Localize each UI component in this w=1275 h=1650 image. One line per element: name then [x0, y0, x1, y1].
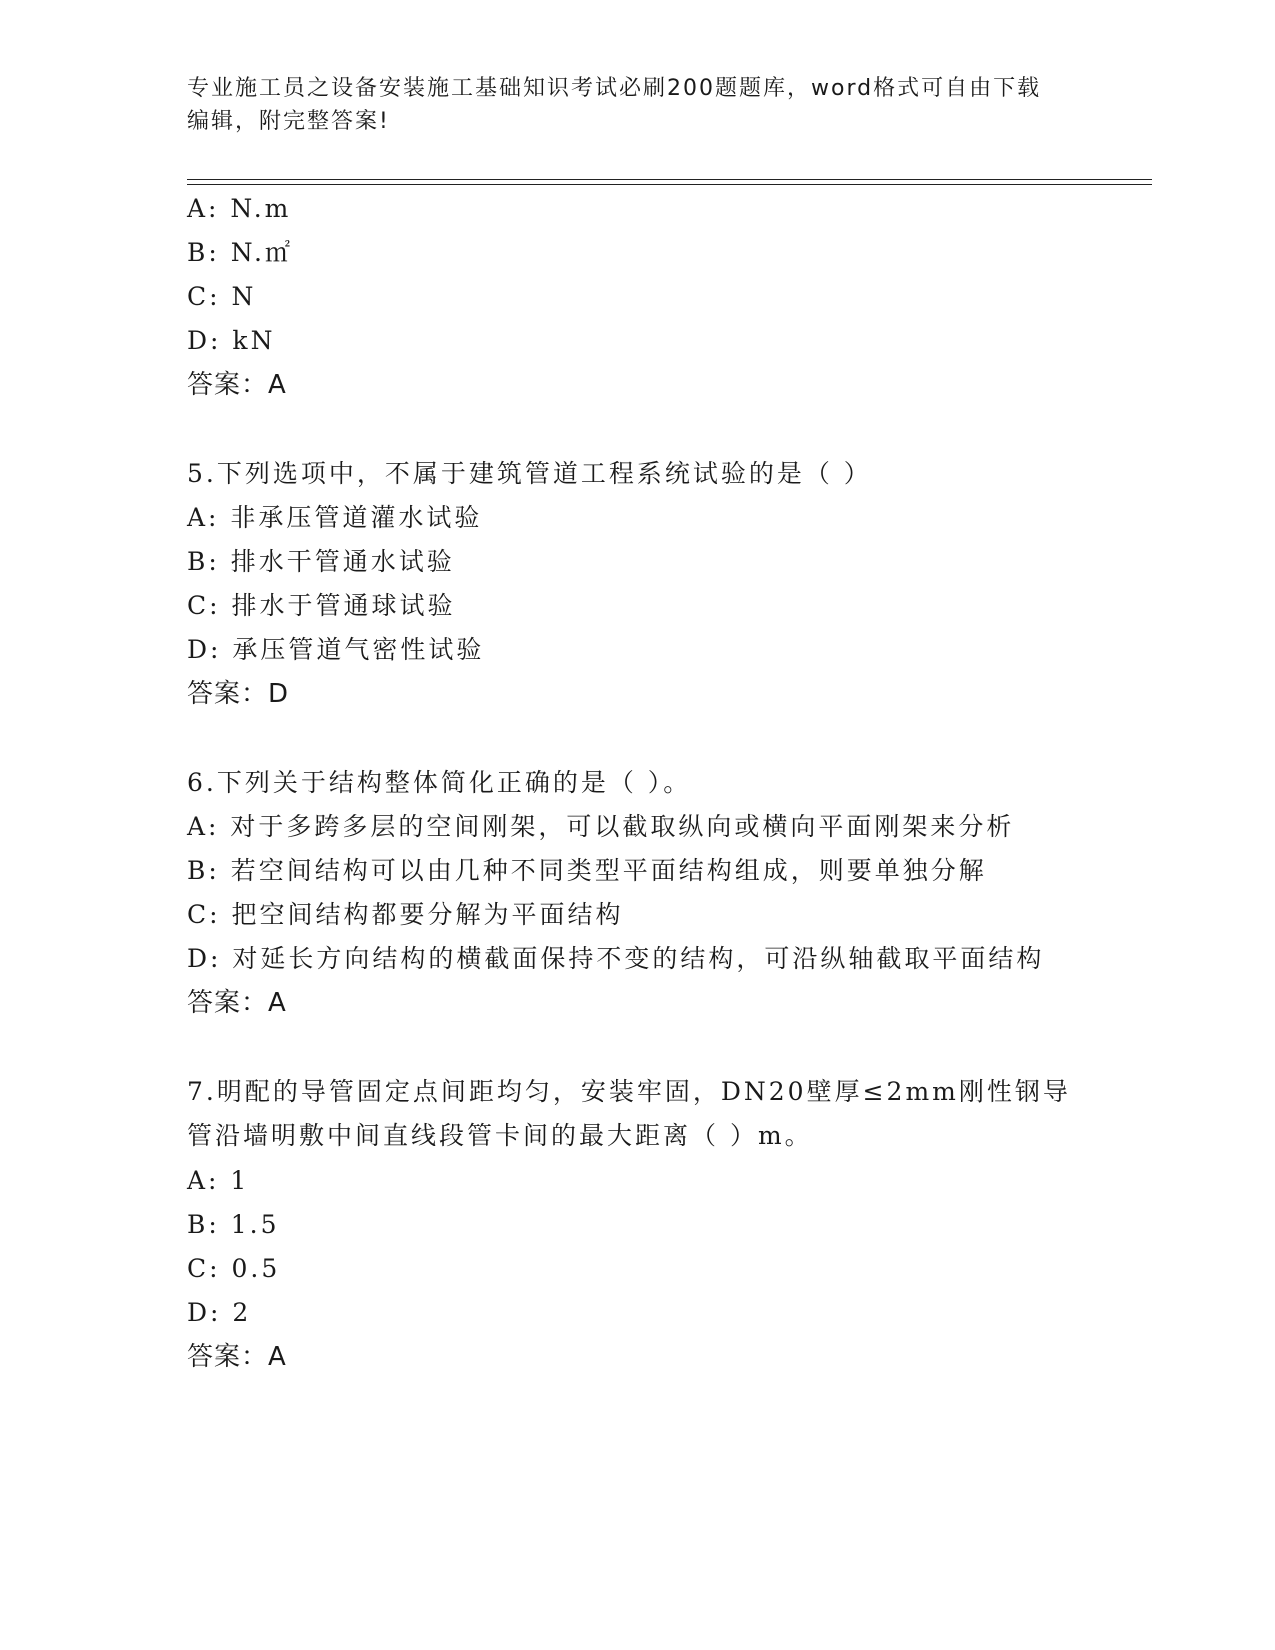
q4-option-b: B: N.㎡: [187, 238, 293, 267]
q5-stem: 5.下列选项中，不属于建筑管道工程系统试验的是（ ）: [187, 459, 872, 488]
q7-option-d: D: 2: [187, 1298, 252, 1327]
q4-answer: 答案：A: [187, 370, 287, 400]
q5-answer: 答案：D: [187, 679, 290, 709]
q7-option-a: A: 1: [187, 1166, 250, 1195]
q7-stem-line-2: 管沿墙明敷中间直线段管卡间的最大距离（ ）m。: [187, 1121, 813, 1150]
q5-option-d: D: 承压管道气密性试验: [187, 635, 485, 664]
q5-option-c: C: 排水于管通球试验: [187, 591, 456, 620]
q4-option-c: C: N: [187, 282, 257, 311]
q6-option-d: D: 对延长方向结构的横截面保持不变的结构，可沿纵轴截取平面结构: [187, 944, 1045, 973]
q6-option-a: A: 对于多跨多层的空间刚架，可以截取纵向或横向平面刚架来分析: [187, 812, 1015, 841]
q7-answer: 答案：A: [187, 1342, 287, 1372]
q6-option-b: B: 若空间结构可以由几种不同类型平面结构组成，则要单独分解: [187, 856, 987, 885]
q7-stem-line-1: 7.明配的导管固定点间距均匀，安装牢固，DN20壁厚≤2mm刚性钢导: [187, 1077, 1071, 1106]
header-line-1: 专业施工员之设备安装施工基础知识考试必刷200题题库，word格式可自由下载: [187, 76, 1042, 101]
q6-answer: 答案：A: [187, 988, 287, 1018]
q7-option-b: B: 1.5: [187, 1210, 280, 1239]
q4-option-d: D: kN: [187, 326, 276, 355]
header-divider-top: [187, 179, 1152, 180]
header-divider-bottom: [187, 184, 1152, 185]
q6-option-c: C: 把空间结构都要分解为平面结构: [187, 900, 624, 929]
q5-option-b: B: 排水干管通水试验: [187, 547, 455, 576]
document-header: [187, 72, 1067, 138]
q7-option-c: C: 0.5: [187, 1254, 281, 1283]
q5-option-a: A: 非承压管道灌水试验: [187, 503, 483, 532]
q6-stem: 6.下列关于结构整体简化正确的是（ ）。: [187, 768, 692, 797]
q4-option-a: A: N.m: [187, 194, 292, 223]
header-line-2: 编辑，附完整答案!: [187, 109, 390, 134]
